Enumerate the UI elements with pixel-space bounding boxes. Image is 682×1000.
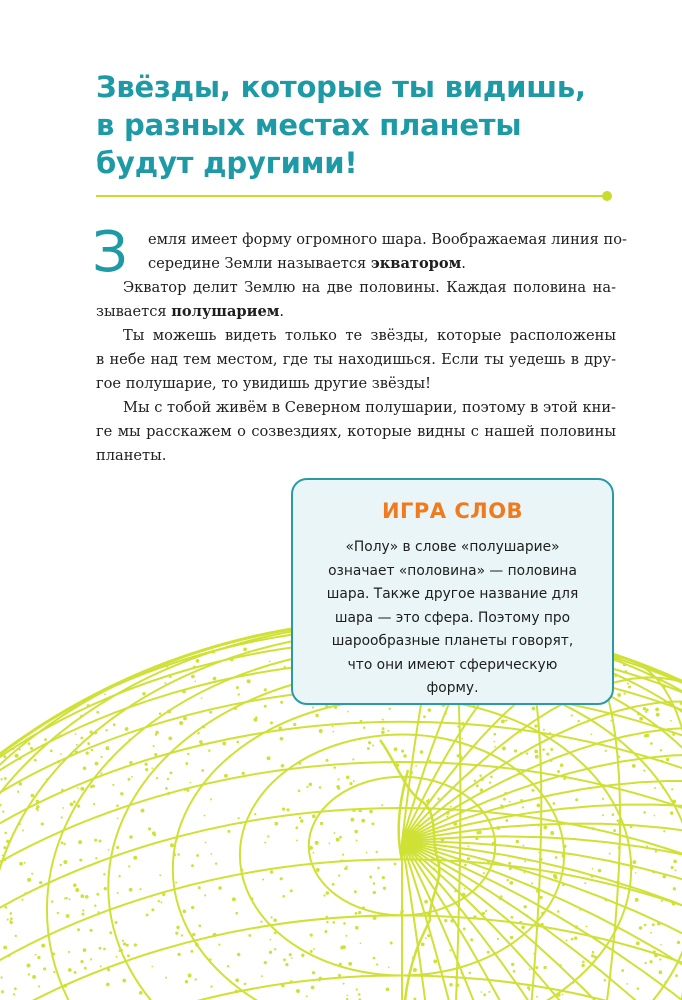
text-line: в небе над тем местом, где ты находишься. Если ты уедешь в дру- (96, 351, 616, 368)
text-line: ге мы расскажем о созвездиях, которые видны с нашей половины (96, 423, 616, 440)
text-line: середине Земли называется экватором. (148, 255, 466, 272)
drop-cap: З (92, 220, 128, 285)
term-hemisphere: полушарием (171, 303, 280, 320)
heading-line: в разных местах планеты (96, 108, 522, 142)
text-line: Мы с тобой живём в Северном полушарии, поэтому в этой кни- (123, 399, 616, 416)
word-play-card (291, 478, 614, 705)
text-line: зывается полушарием. (96, 303, 285, 320)
heading-line: будут другими! (96, 146, 358, 180)
text-line: гое полушарие, то увидишь другие звёзды! (96, 375, 432, 392)
card-line: шара — это сфера. Поэтому про (334, 609, 571, 626)
card-line: шарообразные планеты говорят, (331, 633, 574, 649)
heading-divider (96, 188, 616, 204)
card-title: ИГРА СЛОВ (381, 499, 524, 523)
page-heading (96, 68, 616, 182)
card-line: означает «половина» — половина (328, 562, 577, 579)
text-line: планеты. (96, 447, 167, 464)
card-line: шара. Также другое название для (326, 586, 579, 602)
heading-line: Звёзды, которые ты видишь, (96, 70, 586, 104)
text-line: емля имеет форму огромного шара. Воображаемая линия по- (148, 231, 627, 248)
dot-icon (602, 191, 612, 201)
text-line: Ты можешь видеть только те звёзды, которые расположены (123, 327, 616, 344)
card-text (293, 536, 612, 701)
body-text (96, 228, 627, 468)
term-equator: экватором (370, 255, 462, 272)
card-line: что они имеют сферическую (347, 656, 558, 673)
card-line: форму. (426, 680, 479, 696)
text-line: Экватор делит Землю на две половины. Каждая половина на- (123, 279, 616, 296)
card-line: «Полу» в слове «полушарие» (345, 539, 560, 555)
